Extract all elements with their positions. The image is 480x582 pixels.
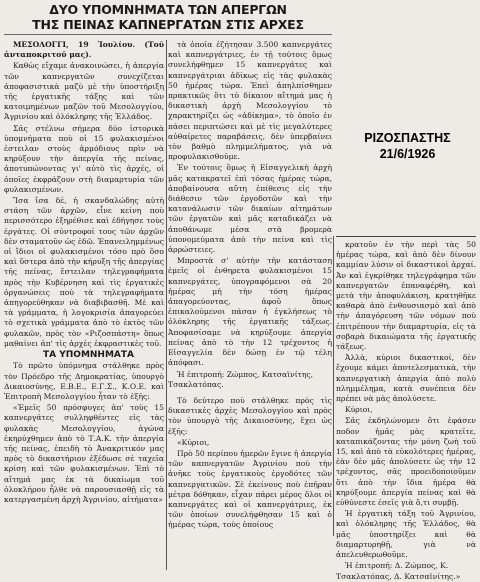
paragraph: Σᾶς στέλνω σήμερα δύο ἱστορικὰ ὑπομνήματα ποὺ οἱ 15 φυλακισμένοι ἐστειλαν στοὺς ἁρμόδιους πρὶν νὰ κηρύξουν τὴν ἀπεργία τῆς πείνας, ἀποτυπώνοντας γι' αὐτὸ τὶς ἀρχές, οἱ ὁποῖες ἐκφράζουν στὴ διαμαρτυρία τῶν φυλακισμένων. — [4, 123, 164, 194]
column-divider — [166, 40, 167, 570]
signature: Ἡ ἐπιτροπή: Δ. Ζώμπος, Κ. Τσακλατόπας, Δ. Κατσαϊνίτης.» — [336, 561, 461, 581]
paragraph: Ἀλλὰ, κύριοι δικαστικοί, δὲν ἔχουμε κάμει ἀποτελεσματικὰ, τὴν καπνεργατικὴ ἀπεργία ἀπὸ πολὺ πλημμέλημα, κατὰ συνέπεια δὲν πρέπει νὰ μὰς ἀπολύσετε. — [336, 353, 476, 404]
signature: Ἡ ἐπιτροπή: Ζώμπος, Κατσαϊνίτης, Τσακλατόπας. — [168, 369, 314, 389]
paragraph: «Ἐμεῖς 50 πρόσφυγες ἀπ' τοὺς 15 καπνεργάτες συλληφθέντες εἰς τὰς φυλακὰς Μεσολογγίου, ἀγώνα ἐκηρύχθημεν ἀπὸ τὸ Τ.Α.Κ. τὴν ἀπεργία τῆς πείνας, ἐπειδὴ τὸ Ἀνακριτικόν μας πρὸς τὸ δικαστήριον ἐξέδωσε σὲ ταχεῖα κρίση καὶ τῶν φυλακισμένων. Ἐπὶ τὸ αἴτημά μας ἐκ τὰ δικαίωμα τοῦ ὁλοκλήρου ἦλθε νὰ παρουσιασθῇ εἰς τὰ κατεργασμένη ἀρχὴ Ἀγρινίου, αἰτήματα» — [4, 403, 164, 504]
right-column-rule — [336, 236, 476, 237]
paragraph: «Κύριοι, — [177, 437, 210, 447]
stamp-date: 21/6/1926 — [379, 147, 436, 161]
headline-line-1: ΔΥΟ ΥΠΟΜΝΗΜΑΤΑ ΤΩΝ ΑΠΕΡΓΩΝ — [49, 2, 287, 17]
paragraph: Πρὸ 50 περίπου ἡμερῶν ἔγινε ἡ ἀπεργία τῶν καπνεργατῶν Ἀγρινίου ποὺ τὴν ἀνῆκε τοὺς ἐργατικοὺς ἐργοδότες τῶν καπνεργατικῶν. Σὲ ἐκείνους ποὺ ἐπῆραν μέτρα δόθηκαν, εἶχαν πάρει μέρος ὅλοι οἱ καπνεργάτες καὶ οἱ καπνεργάτριες, ἐκ τῶν ὁποίων συνελήφθησαν 15 καὶ ὁ ἡμέρας τώρα, τοὺς ὁποίους — [168, 448, 332, 530]
article-column-right — [336, 240, 476, 581]
article-column-left — [4, 40, 164, 580]
source-stamp — [345, 130, 470, 162]
section-subheading: ΤΑ ΥΠΟΜΝΗΜΑΤΑ — [43, 350, 134, 361]
dateline: ΜΕΣΟΛΟΓΓΙ, 19 Ἰουλίου. (Τοῦ ἀνταποκριτοῦ μας). — [4, 40, 164, 60]
headline-rule — [4, 34, 332, 35]
paragraph: κρατοῦν ἐν τὴν περὶ τὰς 50 ἡμέρας τώρα, καὶ ἀπὸ δὲν δίνουν καμμίαν λύσιν οἱ δικαστικοὶ ἀρχαί. Ἀν καὶ ἐγκρίθηκε τηλεγράφημα τῶν καπνεργατῶν ἐπαναφέρθη, καὶ μετὰ τὴν ἀποφυλάκιση, κρατηθῆκε καθαρὰ ἀπὸ ἐνθουσιασμὸ καὶ ἀπὸ τὴν ἀπαγόρευση τῶν νόμων ποὺ ἐπιτρέπουν τὴν διαμαρτυρία, εἰς τὰ σοβαρὰ δικαιώματα τῆς ἐργατικῆς τάξεως. — [336, 240, 476, 352]
article-headline — [4, 2, 332, 32]
paragraph: Τὸ πρῶτο ὑπόμνημα στάλθηκε πρὸς τὸν Πρόεδρο τῆς Δημοκρατίας, ὑπουργὸ Δικαιοσύνης, Ε.Β.Ε., Ε.Γ.Σ., Κ.Ο.Ε. καὶ Ἐπιτροπὴ Μεσολογγίου ἦταν τὸ ἑξῆς: — [4, 361, 164, 401]
paragraph: Ἴσα ἴσα δέ, ἡ σκανδαλώδης αὐτὴ στάση τῶν ἀρχῶν, εἶνε κείνη ποὺ περισσότερο ἐξηρέθισε καὶ ἐδήγησε τοὺς ἐργάτες. Οἱ σύντροφοί τους τῶν ἀρχῶν δὲν σταματοῦν ὡς ἐδῶ. Ἐπανειλημμένως οἱ ἴδιοι οἱ φυλακισμένοι τόσο πρὸ ὅσο καὶ ὕστερα ἀπὸ τὴν κήρυξη τῆς ἀπεργίας τῆς πείνας, ἔστειλαν τηλεγραφήματα πρὸς τὴν Κυβέρνηση καὶ τὶς ἐργατικὲς ὀργανώσεις ποὺ τὰ τηλεγραφήματα ἀπηγορεύθηκαν νὰ διαβιβασθῆ. Μὲ καὶ τὰ γράμματα, ἡ λογοκρισία ἀπαγορεύει τὸ σχετικὰ γράμματα ἀπὸ τὸ ἐκτὸς τῶν φυλακῶν, πρὸς τὸν «Ριζοσπάστη» ὅπως μαθαίνει ἀπ' τὶς ἀρχὲς ἐκφραστικὲς τοῦ. — [4, 196, 164, 348]
paragraph: Μπροστὰ σ' αὐτὴν τὴν κατάσταση ἐμεῖς οἱ ἐνθηρετα φυλακισμένοι 15 καπνεργάτες, ὑπογραφόμενοι σὰ 20 ἡμέρας μὴ τὴν τόση ἡμέρας ἀπαγορεύοντας, ἀφοῦ ὅπως ἐπικαλούμενοι πάσαν ἡ ἐγκλήσεως τὸ ὁλόκληρης τῆς ἐργατικῆς τάξεως. Ἀποφασίσαμε νὰ κηρύξουμε ἀπεργία πείνας ἀπὸ τὸ τὴν 12 τρέχοντος ἡ Εἰσαγγελία δὲν δώσῃ ἐν τῷ τέλη ἀπόφασι. — [168, 256, 332, 368]
stamp-newspaper-name: ΡΙΖΟΣΠΑΣΤΗΣ — [364, 131, 451, 145]
paragraph: Καθὼς εἴχαμε ἀνακοινώσει, ἡ ἀπεργία τῶν καπνεργατῶν συνεχίζεται ἀποφασιστικὰ μαζὺ μὲ τὴν ὑποστήριξη τῆς ἐργατικῆς τάξης καὶ τῶν κατοιμημένων μαζῶν τοῦ Μεσολογγίου, Ἀγρινίου καὶ ὁλόκληρης τῆς Ἑλλάδος. — [4, 61, 164, 122]
paragraph: Ἐν τούτοις ὅμως ἡ Εἰσαγγελικὴ ἀρχὴ μᾶς κατακρατεῖ ἐπὶ τόσας ἡμέρας τώρα, ἀποβαίνουσα αὕτη ἐπίθεσις εἰς τὴν διάθεσιν τῶν ἐργοδοτῶν καὶ τὴν κατανάλωσιν τῶν δικαίων αἰτημάτων τῶν ἐργατῶν καὶ μᾶς καταδικάζει νὰ ἀποθάνωμε μέσα στὰ βρομερὰ ὑπονομεύματα ἀπὸ τὴν πείνα καὶ τὶς ἀρρώστειες. — [168, 163, 332, 255]
headline-line-2: ΤΗΣ ΠΕΙΝΑΣ ΚΑΠΝΕΡΓΑΤΩΝ ΣΤΙΣ ΑΡΧΕΣ — [32, 17, 304, 32]
paragraph: τὰ ὁποῖα ἐζήτησαν 3.500 καπνεργάτες καὶ καπνεργάτριες, ἐν τῇ τούτοις ὅμως συνελήφθημεν 15 καπνεργάτες καὶ καπνεργάτριαι ἀδίκως εἰς τὰς φυλακὰς 50 ἡμέρας τώρα. Ἐπεὶ ἀπηλπίσθημεν πρακτικῶς ὅτι τὸ δίκαιον αἴτημά μας ἡ δικαστικὴ ἀρχὴ Μεσολογγίου τὸ χαρακτηρίζει ὡς «ἀδίκημα», τὸ ὁποῖο ἐν πάσει περιπτώσει καὶ μὲ τὶς μεγαλύτερες αὐθαίρετες παραβάσεις, δὲν ὑπερβαίνει τὸν βαθμὸ πλημμελήματος, γιὰ νὰ προφυλακισθοῦμε. — [168, 40, 332, 162]
article-column-middle — [168, 40, 332, 580]
column-divider-right — [333, 236, 334, 536]
paragraph: Τὸ δεύτερο ποὺ στάλθηκε πρὸς τὶς δικαστικὲς ἀρχὲς Μεσολογγίου καὶ πρὸς τὸν ὑπουργὸ τῆς Δικαιοσύνης, ἔχει ὡς ἑξῆς: — [168, 395, 332, 436]
paragraph: Κύριοι, — [345, 405, 373, 415]
paragraph: Ἡ ἐργατικὴ τάξη τοῦ Ἀγρινίου, καὶ ὁλόκληρης τῆς Ἑλλάδος, θὰ μᾶς ὑποστηρίξει καὶ θὰ διαμαρτυρηθῇ, γιὰ νὰ ἀπελευθερωθοῦμε. — [336, 509, 476, 560]
paragraph: Σᾶς ἐκδηλώνομεν ὅτι ἐφάσεν ποδον ἡμᾶς μὰς κρατεῖτε, καταπικάζοντας τὴν μόνη ζωὴ τοῦ 15, καὶ ἀπὸ τὰ εὐκολότερες ἡμέρας, ἐὰν δὲν μᾶς ἀπολύσετε ὡς τὴν 12 τρέχοντος, σᾶς προειδοποιοῦμεν ὅτι ἀπὸ τὴν ἴδια ἡμέρα θὰ κηρύξουμε ἀπεργία πείνας καὶ θὰ εὐθύνεστε ἐσεῖς γιὰ ὅ,τι συμβῇ. — [336, 416, 476, 508]
